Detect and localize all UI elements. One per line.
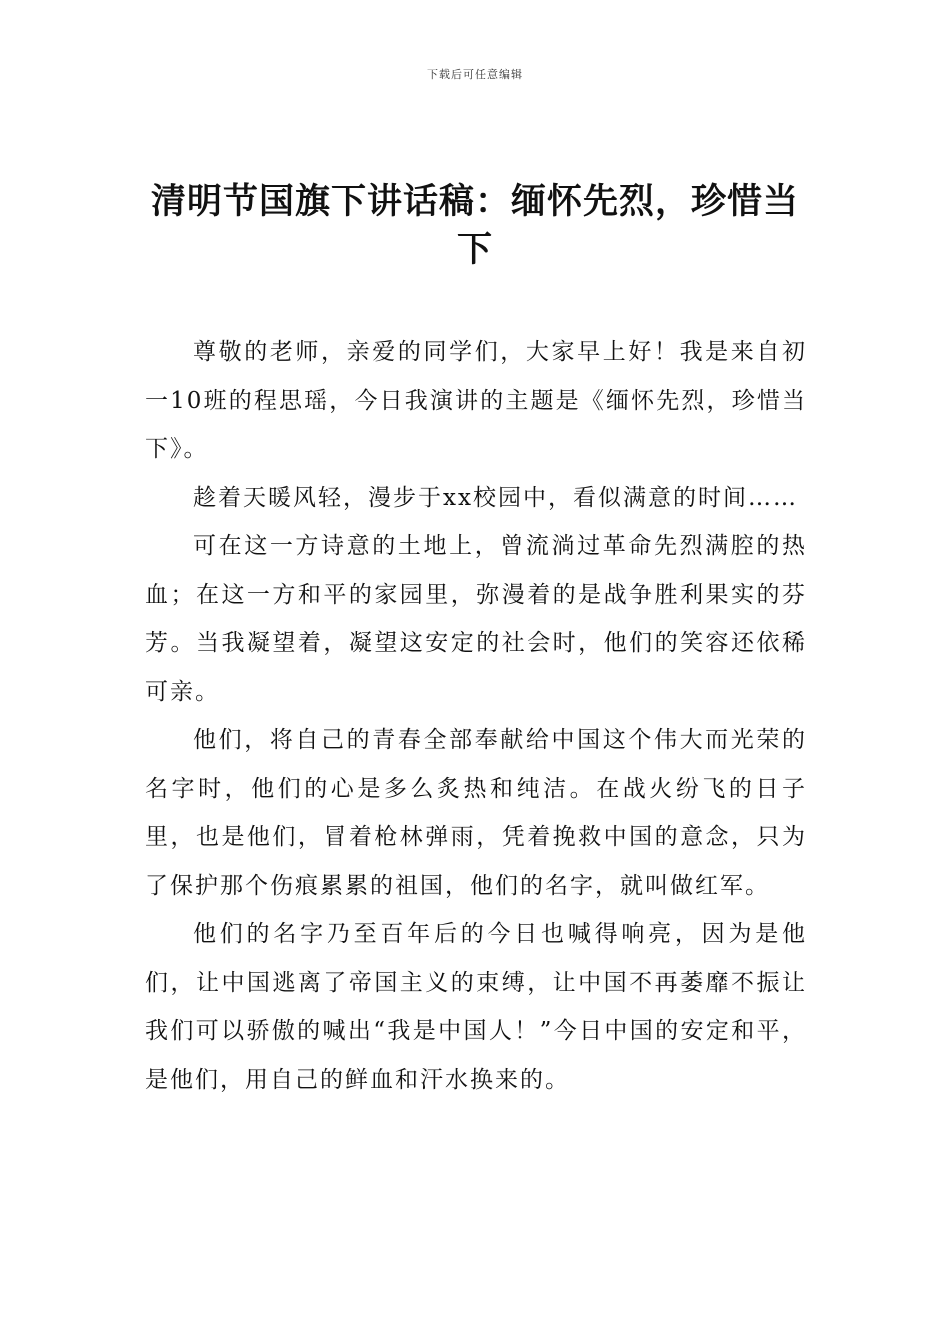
header-note: 下载后可任意编辑 [427,68,523,81]
paragraph-their-names: 他们的名字乃至百年后的今日也喊得响亮，因为是他们，让中国逃离了帝国主义的束缚，让中国不再萎靡不振让我们可以骄傲的喊出“我是中国人！”今日中国的安定和平，是他们，用自己的鲜血和汗水换来的。 [145,921,807,1093]
speech-body [145,328,807,1104]
paragraph-poetic-land: 可在这一方诗意的土地上，曾流淌过革命先烈满腔的热血；在这一方和平的家园里，弥漫着的是战争胜利果实的芬芳。当我凝望着，凝望这安定的社会时，他们的笑容还依稀可亲。 [145,533,807,705]
paragraph-greeting: 尊敬的老师，亲爱的同学们，大家早上好！我是来自初一10班的程思瑶，今日我演讲的主题是《缅怀先烈，珍惜当下》。 [145,339,807,462]
paragraph-campus-walk: 趁着天暖风轻，漫步于xx校园中，看似满意的时间…… [193,484,798,511]
paragraph-red-army: 他们，将自己的青春全部奉献给中国这个伟大而光荣的名字时，他们的心是多么炙热和纯洁。在战火纷飞的日子里，也是他们，冒着枪林弹雨，凭着挽救中国的意念，只为了保护那个伤痕累累的祖国，他们的名字，就叫做红军。 [145,727,807,899]
page-title: 清明节国旗下讲话稿：缅怀先烈，珍惜当下 [150,182,799,270]
